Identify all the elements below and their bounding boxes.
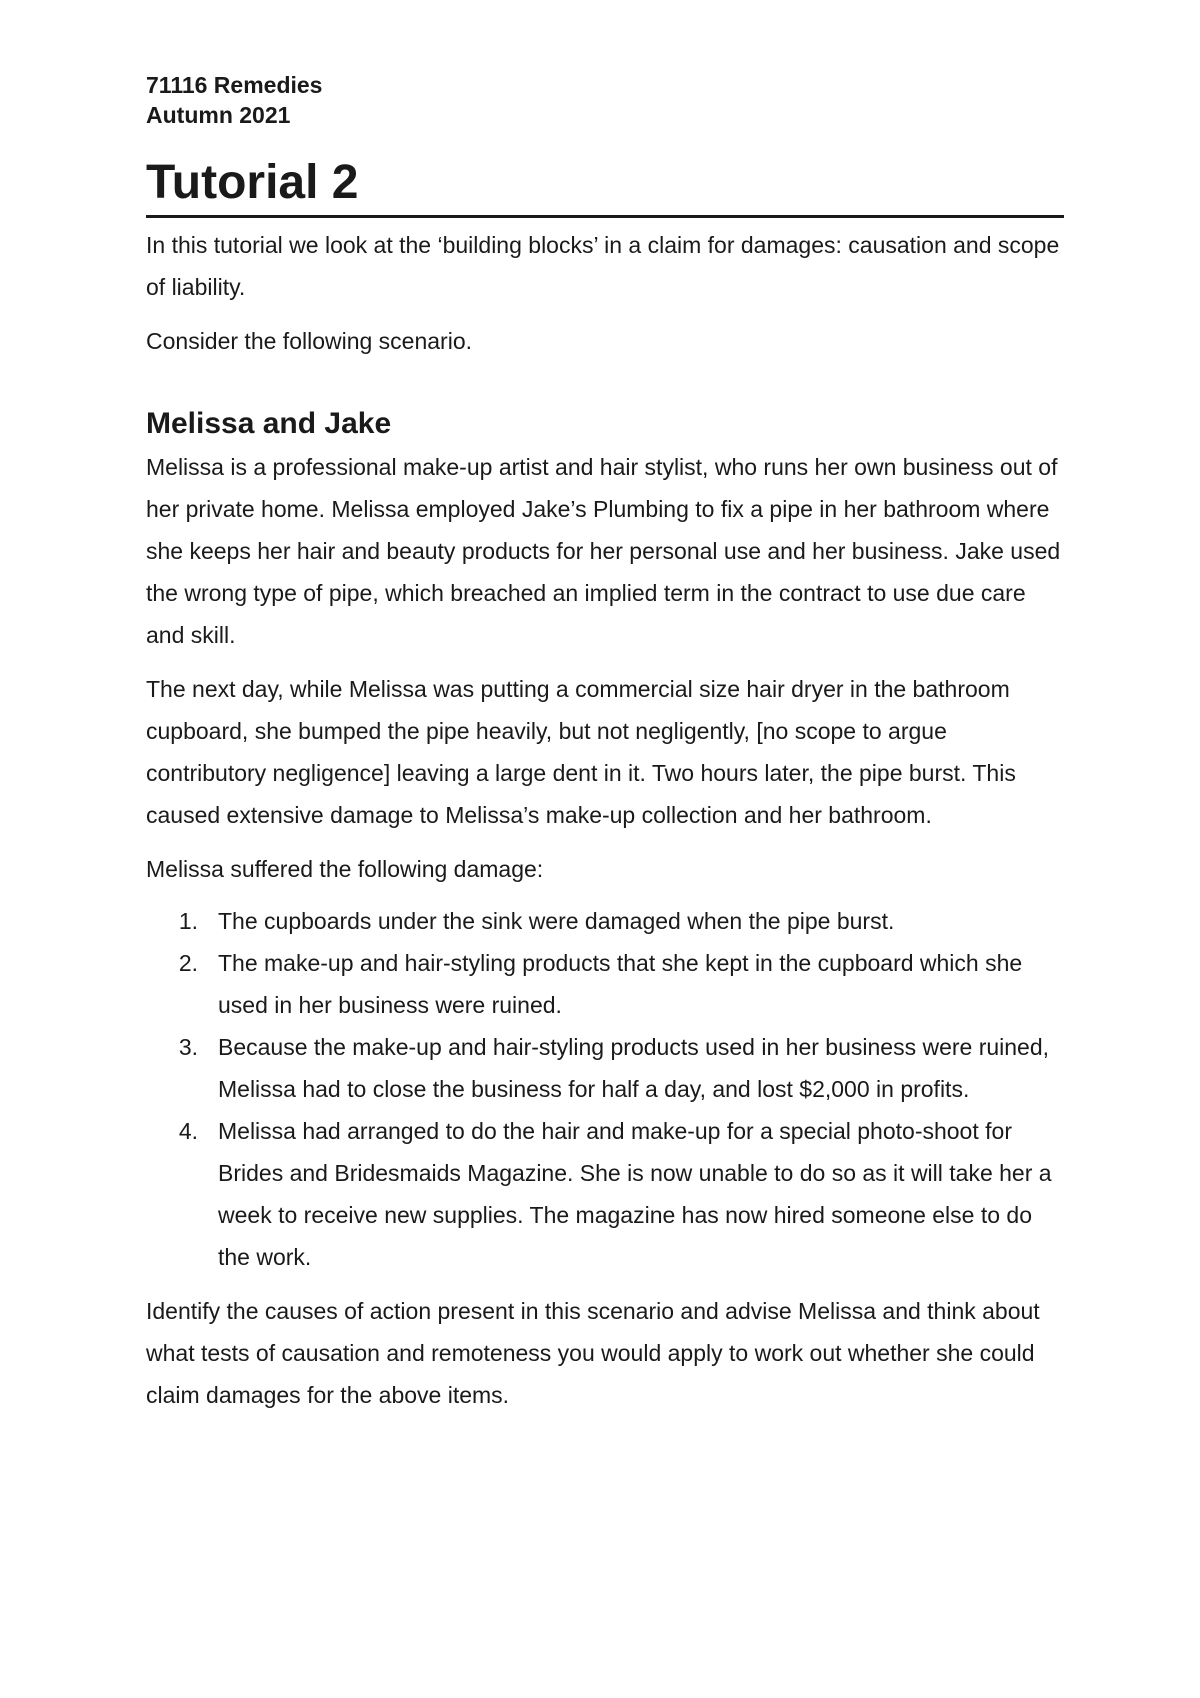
scenario-paragraph-1: Melissa is a professional make-up artist and hair stylist, who runs her own business out of her private home. Melissa employed Jake’s Plumbing to fix a pipe in her bathroom where she keeps her hair and beauty products for her personal use and her business. Jake used the wrong type of pipe, which breached an implied term in the contract to use due care and skill. — [146, 454, 1061, 648]
scenario-paragraph-2: The next day, while Melissa was putting a commercial size hair dryer in the bathroom cupboard, she bumped the pipe heavily, but not negligently, [no scope to argue contributory negligence] leaving a large dent in it. Two hours later, the pipe burst. This caused extensive damage to Melissa’s make-up collection and her bathroom. — [146, 676, 1016, 828]
list-item-number: 2. — [178, 950, 198, 976]
list-item-text: Melissa had arranged to do the hair and make-up for a special photo-shoot for Brides and Bridesmaids Magazine. She is now unable to do so as it will take her a week to receive new supplies. The magazine has now hired someone else to do the work. — [218, 1118, 1052, 1270]
list-item-text: The make-up and hair-styling products that she kept in the cupboard which she used in her business were ruined. — [218, 950, 1023, 1018]
section-heading: Melissa and Jake — [146, 407, 392, 440]
closing-paragraph: Identify the causes of action present in this scenario and advise Melissa and think about what tests of causation and remoteness you would apply to work out whether she could claim damages for the above items. — [146, 1298, 1040, 1408]
damage-intro: Melissa suffered the following damage: — [146, 856, 544, 882]
page-title: Tutorial 2 — [146, 155, 1064, 218]
course-code: 71116 Remedies — [146, 72, 323, 98]
list-item-number: 1. — [178, 908, 198, 934]
list-item-number: 3. — [178, 1034, 198, 1060]
list-item-text: Because the make-up and hair-styling products used in her business were ruined, Melissa had to close the business for half a day, and lost $2,000 in profits. — [218, 1034, 1050, 1102]
list-item — [146, 1026, 1064, 1110]
list-item — [146, 942, 1064, 1026]
document-page — [146, 70, 1064, 1416]
list-item-number: 4. — [178, 1118, 198, 1144]
list-item — [146, 1110, 1064, 1278]
list-item — [146, 900, 1064, 942]
consider-paragraph: Consider the following scenario. — [146, 328, 473, 354]
damage-list — [146, 900, 1064, 1278]
list-item-text: The cupboards under the sink were damaged when the pipe burst. — [218, 908, 895, 934]
course-term: Autumn 2021 — [146, 102, 291, 128]
intro-paragraph: In this tutorial we look at the ‘building blocks’ in a claim for damages: causation and scope of liability. — [146, 232, 1060, 300]
